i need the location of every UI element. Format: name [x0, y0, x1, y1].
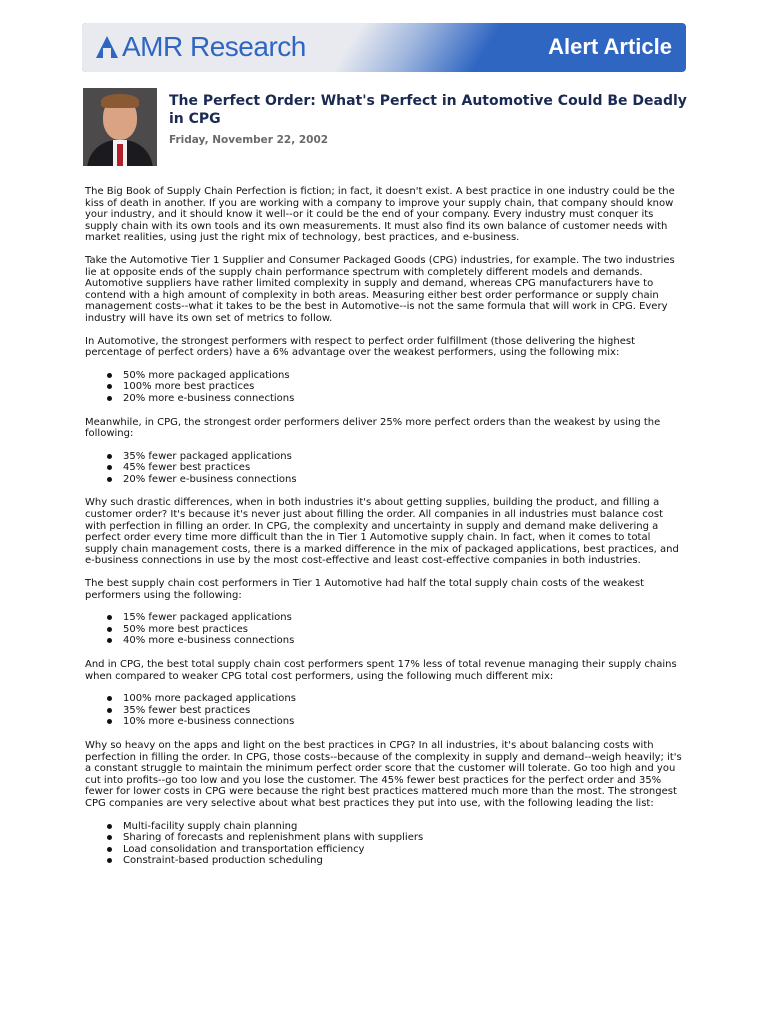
paragraph: The Big Book of Supply Chain Perfection is fiction; in fact, it doesn't exist. A best practice in one industry could be the kiss of death in another. If you are working with a company to improve your supply chain, that company should know your industry, and it should know it well--or it could be the end of your company. Every industry must conquer its supply chain with its own tools and its own measurements. It must also find its own balance of customer needs with market realities, using just the right mix of technology, best practices, and e-business. — [85, 186, 675, 244]
list-item: Constraint-based production scheduling — [123, 855, 685, 867]
photo-tie — [117, 144, 123, 166]
bullet-list — [85, 821, 685, 867]
paragraph: Meanwhile, in CPG, the strongest order performers deliver 25% more perfect orders than the weakest by using the following: — [85, 416, 661, 440]
amr-logo-icon — [96, 36, 118, 58]
paragraph: Take the Automotive Tier 1 Supplier and Consumer Packaged Goods (CPG) industries, for example. The two industries lie at opposite ends of the supply chain performance spectrum with completely different models and demands. Automotive suppliers have rather limited complexity in supply and demand, whereas CPG manufacturers have to contend with a high amount of complexity in both areas. Measuring either best order performance or supply chain management costs--what it takes to be the best in Automotive--is not the same formula that will work in CPG. Every industry will have its own set of metrics to follow. — [85, 254, 675, 324]
list-item: 45% fewer best practices — [123, 462, 685, 474]
paragraph: And in CPG, the best total supply chain cost performers spent 17% less of total revenue managing their supply chains when compared to weaker CPG total cost performers, using the following much different mix: — [85, 659, 677, 682]
list-item: 35% fewer best practices — [123, 705, 685, 717]
list-item: Multi-facility supply chain planning — [123, 821, 685, 833]
list-item: 50% more packaged applications — [123, 370, 685, 382]
article-date: Friday, November 22, 2002 — [169, 134, 329, 146]
paragraph: Why so heavy on the apps and light on the best practices in CPG? In all industries, it's about balancing costs with perfection in filling the order. In CPG, those costs--because of the complexity in supply and demand--weigh heavily; it's a constant struggle to maintain the minimum perfect order score that the customer will tolerate. Go too high and you cut into profits--go too low and you lose the customer. The 45% fewer best practices for the perfect order and 35% fewer for lower costs in CPG were because the right best practices mattered much more than the most. The strongest CPG companies are very selective about what best practices they put into use, with the following leading the list: — [85, 739, 682, 809]
bullet-list — [85, 370, 685, 405]
bullet-list — [85, 612, 685, 647]
amr-logo[interactable] — [96, 32, 306, 62]
photo-hair — [101, 94, 139, 108]
author-photo — [83, 88, 157, 166]
list-item: 20% fewer e-business connections — [123, 474, 685, 486]
list-item: 35% fewer packaged applications — [123, 451, 685, 463]
paragraph: The best supply chain cost performers in Tier 1 Automotive had half the total supply chain costs of the weakest performers using the following: — [85, 578, 645, 601]
list-item: 20% more e-business connections — [123, 393, 685, 405]
header-banner — [82, 23, 686, 72]
logo-text: AMR Research — [122, 31, 306, 62]
paragraph: In Automotive, the strongest performers with respect to perfect order fulfillment (those delivering the highest percentage of perfect orders) have a 6% advantage over the weakest performers, using the following mix: — [85, 335, 636, 359]
alert-article-label: Alert Article — [548, 34, 672, 59]
list-item: 40% more e-business connections — [123, 635, 685, 647]
list-item: 15% fewer packaged applications — [123, 612, 685, 624]
list-item: 100% more packaged applications — [123, 693, 685, 705]
list-item: Sharing of forecasts and replenishment plans with suppliers — [123, 832, 685, 844]
list-item: 50% more best practices — [123, 624, 685, 636]
article-body — [85, 186, 685, 867]
bullet-list — [85, 451, 685, 486]
bullet-list — [85, 693, 685, 728]
list-item: Load consolidation and transportation efficiency — [123, 844, 685, 856]
list-item: 100% more best practices — [123, 381, 685, 393]
list-item: 10% more e-business connections — [123, 716, 685, 728]
paragraph: Why such drastic differences, when in both industries it's about getting supplies, building the product, and filling a customer order? It's because it's never just about filling the order. All companies in all industries must balance cost with perfection in filling an order. In CPG, the complexity and uncertainty in supply and demand make delivering a perfect order every time more difficult than the in Tier 1 Automotive supply chain. In fact, when it comes to total supply chain management costs, there is a marked difference in the mix of packaged applications, best practices, and e-business connections in use by the most cost-effective and least cost-effective companies in both industries. — [85, 497, 679, 567]
article-title: The Perfect Order: What's Perfect in Automotive Could Be Deadly in CPG — [169, 93, 687, 127]
